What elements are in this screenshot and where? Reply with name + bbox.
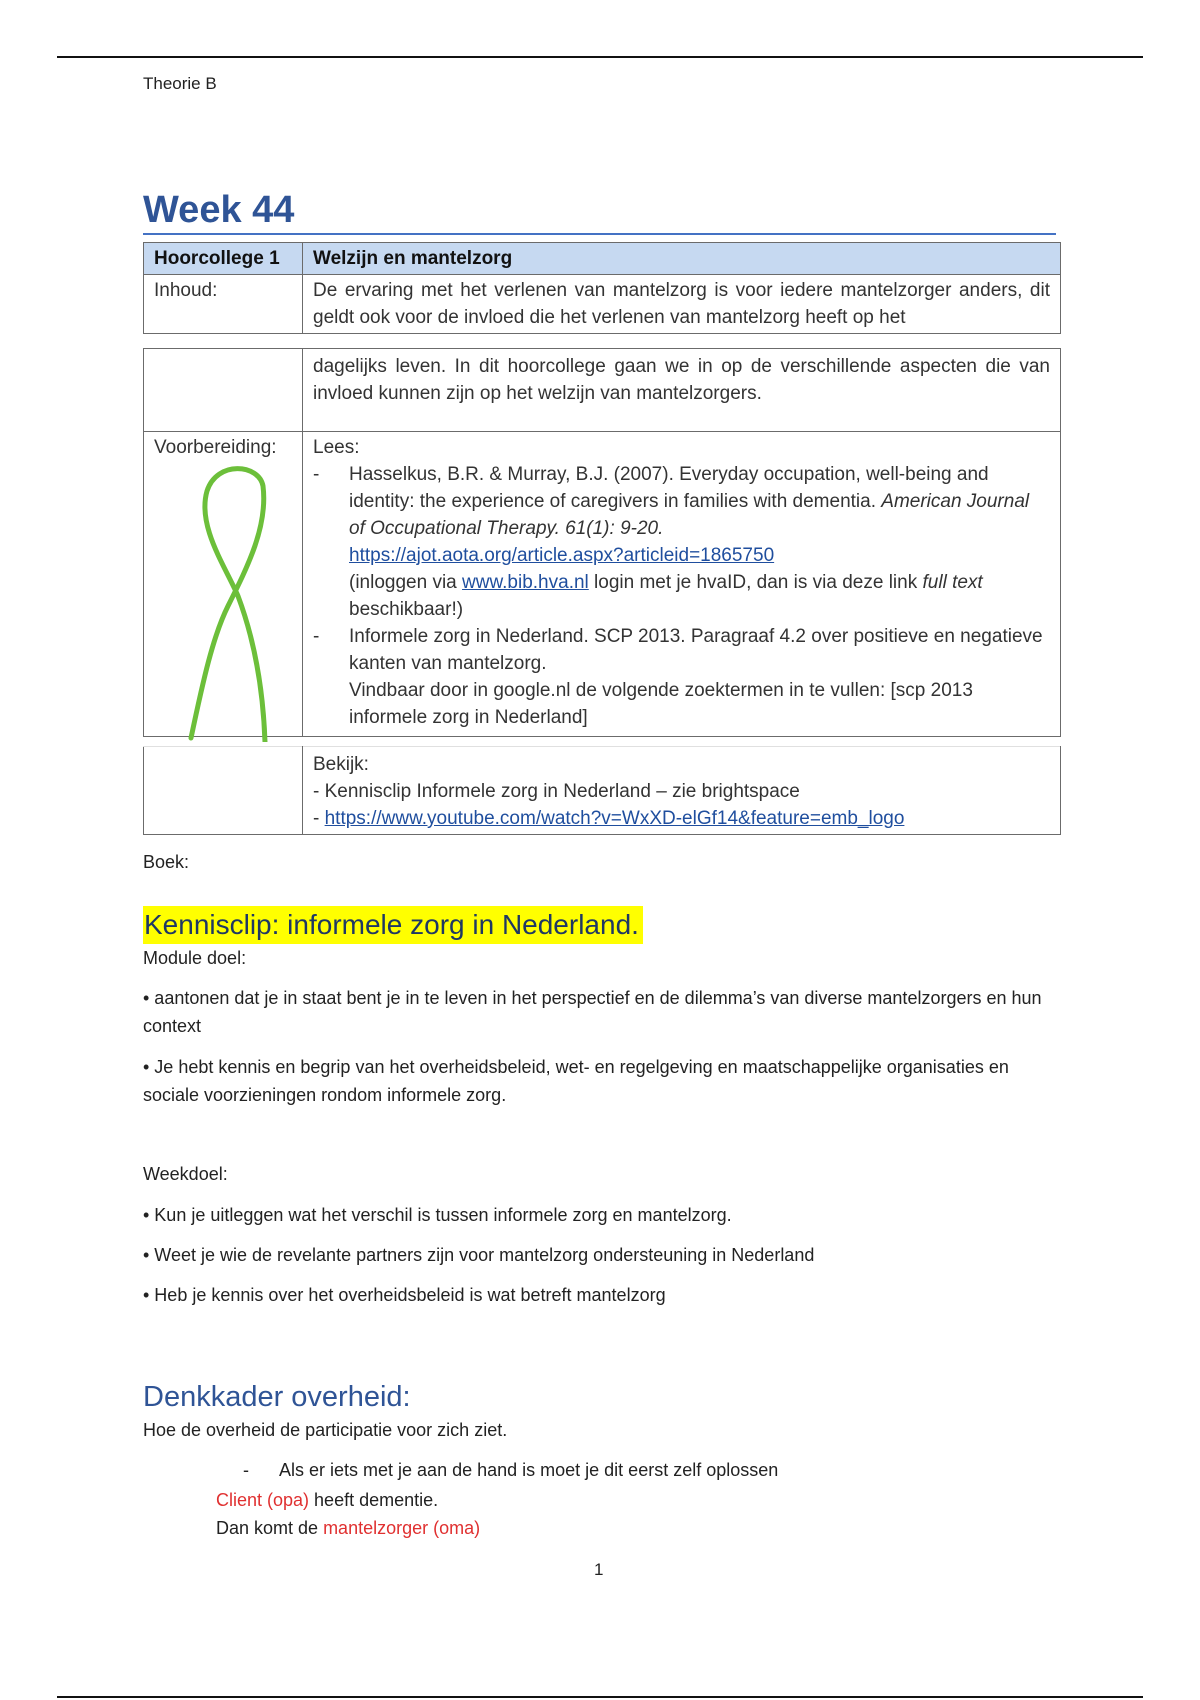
reading1-link[interactable]: https://ajot.aota.org/article.aspx?articleid=1865750 [349, 545, 775, 566]
module-goal-label: Module doel: [143, 948, 247, 968]
bekijk-label: Bekijk: [313, 754, 369, 775]
client-red-text: Client (opa) [216, 1490, 310, 1510]
table-row-inhoud [144, 275, 1061, 334]
empty-label-cell [144, 349, 303, 432]
table-row-bekijk [144, 747, 1061, 835]
reading-item-1 [313, 461, 1050, 623]
denkkader-subtitle: Hoe de overheid de participatie voor zich ziet. [143, 1420, 508, 1440]
client-line-rest: heeft dementie. [309, 1490, 439, 1510]
table-header-row [144, 243, 1061, 275]
module-goal-item: • aantonen dat je in staat bent je in te leven in het perspectief en de dilemma’s van diverse mantelzorgers en hun context [143, 988, 1042, 1036]
bekijk-item-2-prefix: - [313, 808, 325, 829]
reading2-text: Informele zorg in Nederland. SCP 2013. Paragraaf 4.2 over positieve en negatieve kanten van mantelzorg. [349, 626, 1043, 674]
bekijk-content [303, 747, 1061, 835]
week-title: Week 44 [143, 189, 295, 231]
mantelzorger-red-text: mantelzorger (oma) [323, 1518, 481, 1538]
lecture-number: Hoorcollege 1 [144, 243, 303, 275]
client-line [216, 1490, 438, 1511]
course-table-part-3 [143, 746, 1061, 835]
reading1-journal: American Journal of Occupational Therapy. 61(1): 9-20. [349, 491, 1030, 539]
week-goal-item: • Weet je wie de revelante partners zijn voor mantelzorg ondersteuning in Nederland [143, 1245, 815, 1265]
reading2-find: Vindbaar door in google.nl de volgende zoektermen in te vullen: [scp 2013 informele zorg in Nederland] [349, 680, 973, 728]
lees-label: Lees: [313, 437, 360, 458]
reading1-login-mid: login met je hvaID, dan is via deze link [588, 572, 923, 593]
document-header: Theorie B [143, 74, 217, 93]
empty-label-cell-2 [144, 747, 303, 835]
page-number: 1 [594, 1560, 604, 1579]
denkkader-heading: Denkkader overheid: [143, 1381, 411, 1413]
reading1-login-prefix: (inloggen via [349, 572, 463, 593]
bekijk-item-2 [313, 805, 1050, 832]
bekijk-item-1: - Kennisclip Informele zorg in Nederland – zie brightspace [313, 781, 800, 802]
bib-hva-link[interactable]: www.bib.hva.nl [462, 572, 589, 593]
table-row-inhoud-continued [144, 349, 1061, 432]
reading1-citation: Hasselkus, B.R. & Murray, B.J. (2007). Everyday occupation, well-being and identity: the experience of caregivers in families with dementia. [349, 464, 989, 512]
kennisclip-heading: Kennisclip: informele zorg in Nederland. [143, 906, 643, 944]
voorbereiding-label: Voorbereiding: [144, 432, 303, 737]
reading1-login-italic: full text [922, 572, 983, 593]
voorbereiding-content [303, 432, 1061, 737]
list-item-text: Als er iets met je aan de hand is moet je dit eerst zelf oplossen [279, 1460, 779, 1480]
reading1-login-suffix: beschikbaar!) [349, 599, 464, 620]
book-label: Boek: [143, 852, 190, 872]
top-rule [57, 56, 1143, 58]
inhoud-label: Inhoud: [144, 275, 303, 334]
list-dash: - [243, 1460, 249, 1480]
mantelzorger-line [216, 1518, 480, 1539]
module-goal-item: • Je hebt kennis en begrip van het overheidsbeleid, wet- en regelgeving en maatschappelijke organisaties en sociale voorzieningen rondom informele zorg. [143, 1057, 1009, 1105]
youtube-link[interactable]: https://www.youtube.com/watch?v=WxXD-elGf14&feature=emb_logo [324, 808, 905, 829]
reading-list [313, 461, 1050, 731]
bottom-rule [57, 1696, 1143, 1698]
inhoud-text-part2: dagelijks leven. In dit hoorcollege gaan we in op de verschillende aspecten die van invloed kunnen zijn op het welzijn van mantelzorgers. [303, 349, 1061, 432]
handwritten-squiggle [183, 466, 283, 742]
mantelzorger-line-prefix: Dan komt de [216, 1518, 324, 1538]
course-table-part-1 [143, 242, 1061, 334]
title-underline [143, 233, 1056, 235]
lecture-title: Welzijn en mantelzorg [303, 243, 1061, 275]
week-goal-item: • Heb je kennis over het overheidsbeleid is wat betreft mantelzorg [143, 1285, 666, 1305]
inhoud-text-part1: De ervaring met het verlenen van mantelzorg is voor iedere mantelzorger anders, dit geldt ook voor de invloed die het verlenen van mantelzorg heeft op het [303, 275, 1061, 334]
week-goal-label: Weekdoel: [143, 1164, 228, 1184]
week-goal-item: • Kun je uitleggen wat het verschil is tussen informele zorg en mantelzorg. [143, 1205, 732, 1225]
reading-item-2 [313, 623, 1050, 731]
